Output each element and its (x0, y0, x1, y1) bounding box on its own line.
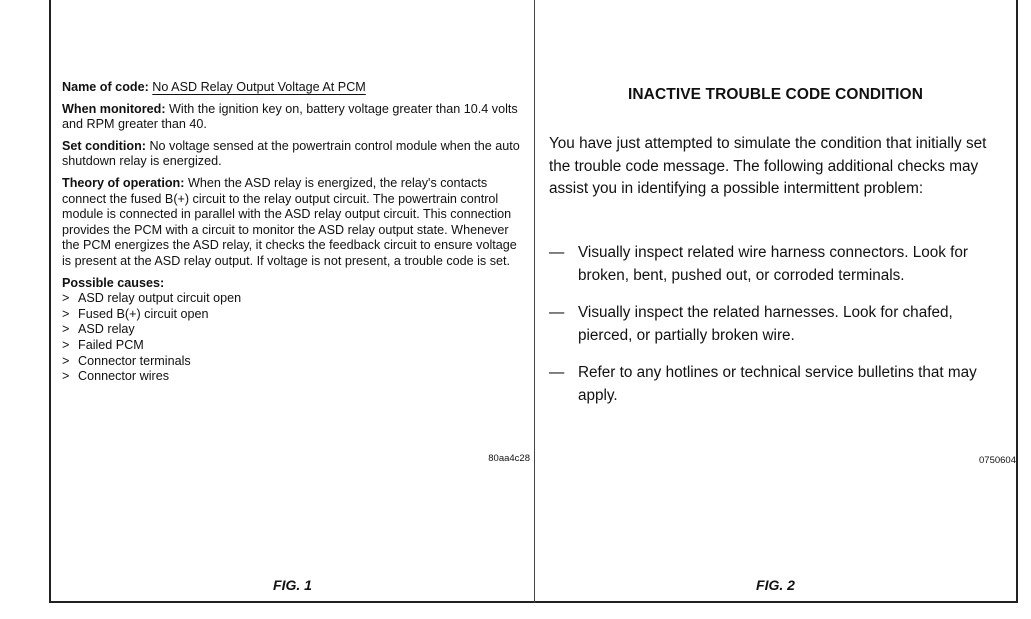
fig1-reference-code: 80aa4c28 (488, 453, 530, 464)
dash-icon: — (549, 364, 565, 381)
cause-item (62, 307, 524, 323)
bullet-icon: > (62, 353, 70, 368)
cause-item (62, 322, 524, 338)
check-text: Visually inspect the related harnesses. Look for chafed, pierced, or partially broken wire. (578, 304, 953, 344)
name-of-code-value: No ASD Relay Output Voltage At PCM (152, 80, 366, 94)
bullet-icon: > (62, 337, 70, 352)
cause-text: ASD relay output circuit open (78, 291, 242, 306)
name-of-code-label: Name of code: (62, 80, 149, 94)
cause-item (62, 354, 524, 370)
set-condition-label: Set condition: (62, 138, 146, 153)
cause-text: Connector terminals (78, 353, 191, 368)
fig2-panel (535, 0, 1016, 603)
theory-of-operation (62, 176, 524, 270)
cause-item (62, 369, 524, 385)
causes-label: Possible causes: (62, 275, 165, 290)
checks-list (549, 242, 1009, 422)
theory-label: Theory of operation: (62, 175, 185, 190)
name-of-code (62, 80, 524, 96)
possible-causes (62, 276, 524, 385)
set-condition-text: No voltage sensed at the powertrain control module when the auto shutdown relay is energized. (62, 138, 520, 169)
dash-icon: — (549, 244, 565, 261)
fig1-caption: FIG. 1 (273, 577, 312, 593)
cause-text: ASD relay (78, 322, 135, 337)
check-item (549, 302, 1009, 347)
cause-text: Fused B(+) circuit open (78, 306, 209, 321)
causes-list (62, 291, 524, 385)
check-text: Refer to any hotlines or technical service bulletins that may apply. (578, 364, 977, 404)
bullet-icon: > (62, 306, 70, 321)
bullet-icon: > (62, 369, 70, 384)
when-monitored (62, 102, 524, 133)
fig2-caption: FIG. 2 (756, 577, 795, 593)
cause-text: Failed PCM (78, 337, 144, 352)
fig1-panel (51, 0, 534, 603)
check-item (549, 242, 1009, 287)
fig2-intro: You have just attempted to simulate the condition that initially set the trouble code message. The following additional checks may assist you in identifying a possible intermittent problem: (549, 135, 987, 197)
trouble-code-description (62, 80, 524, 385)
fig2-title: INACTIVE TROUBLE CODE CONDITION (627, 86, 924, 103)
bullet-icon: > (62, 322, 70, 337)
when-monitored-text: With the ignition key on, battery voltage greater than 10.4 volts and RPM greater than 40. (62, 101, 518, 132)
check-item (549, 362, 1009, 407)
when-monitored-label: When monitored: (62, 101, 166, 116)
theory-text: When the ASD relay is energized, the relay's contacts connect the fused B(+) circuit to the relay output circuit. The powertrain control module is connected in parallel with the ASD relay output circuit. This connection provides the PCM with a circuit to monitor the ASD relay output state. Whenever the PCM energizes the ASD relay, it checks the feedback circuit to ensure voltage is present at the ASD relay output. If voltage is not present, a trouble code is set. (62, 175, 517, 268)
fig2-reference-code: 0750604 (979, 455, 1016, 466)
cause-item (62, 291, 524, 307)
cause-item (62, 338, 524, 354)
check-text: Visually inspect related wire harness connectors. Look for broken, bent, pushed out, or corroded terminals. (578, 244, 968, 284)
dash-icon: — (549, 304, 565, 321)
bullet-icon: > (62, 291, 70, 306)
set-condition (62, 139, 524, 170)
cause-text: Connector wires (78, 369, 169, 384)
